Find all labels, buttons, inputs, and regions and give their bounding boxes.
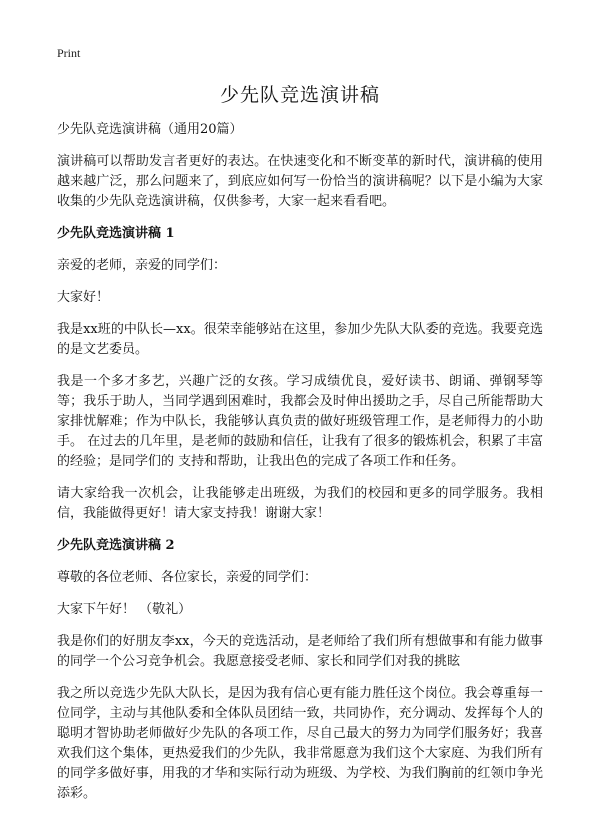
section-1-paragraph: 大家好！ <box>57 290 110 305</box>
section-2-paragraph: 我之所以竞选少先队大队长，是因为我有信心更有能力胜任这个岗位。我会尊重每一位同学，主动与其他队委和全体队员团结一致，共同协作，充分调动、发挥每个人的聪明才智协助老师做好少先队的各项工作，尽自己最大的努力为同学们服务好；我喜欢我们这个集体，更热爱我们的少先队，我非常愿意为我们这个大家庭、为我们所有的同学多做好事，用我的才华和实际行动为班级、为学校、为我们胸前的红领巾争光添彩。 <box>57 686 543 801</box>
article-subtitle: 少先队竞选演讲稿（通用20篇） <box>57 122 243 137</box>
section-1-paragraph: 请大家给我一次机会，让我能够走出班级，为我们的校园和更多的同学服务。我相信，我能做得更好！请大家支持我！谢谢大家！ <box>57 486 543 521</box>
section-1-paragraph: 我是xx班的中队长—xx。很荣幸能够站在这里，参加少先队大队委的竞选。我要竞选的是文艺委员。 <box>57 322 543 357</box>
section-1-paragraph: 我是一个多才多艺，兴趣广泛的女孩。学习成绩优良，爱好读书、朗诵、弹钢琴等等；我乐于助人，当同学遇到困难时，我都会及时伸出援助之手，尽自己所能帮助大家排忧解难；作为中队长，我能够认真负责的做好班级管理工作，是老师得力的小助手。 在过去的几年里，是老师的鼓励和信任，让我有了很多的锻炼机会，积累了丰富的经验；是同学们的 支持和帮助，让我出色的完成了各项工作和任务。 <box>57 374 543 469</box>
section-2-paragraph: 尊敬的各位老师、各位家长，亲爱的同学们： <box>57 570 318 585</box>
section-2-paragraph: 我是你们的好朋友李xx，今天的竞选活动，是老师给了我们所有想做事和有能力做事的同学一个公习竞争机会。我愿意接受老师、家长和同学们对我的挑眩 <box>57 634 543 669</box>
article-body <box>57 120 543 816</box>
section-heading-1: 少先队竞选演讲稿 1 <box>57 226 175 241</box>
page-title: 少先队竞选演讲稿 <box>219 84 380 106</box>
print-link[interactable]: Print <box>57 46 81 60</box>
section-2-paragraph: 大家下午好！ （敬礼） <box>57 602 192 617</box>
section-1-paragraph: 亲爱的老师，亲爱的同学们： <box>57 258 227 273</box>
intro-paragraph: 演讲稿可以帮助发言者更好的表达。在快速变化和不断变革的新时代，演讲稿的使用越来越广泛，那么问题来了，到底应如何写一份恰当的演讲稿呢？以下是小编为大家收集的少先队竞选演讲稿，仅供参考，大家一起来看看吧。 <box>57 154 543 209</box>
section-heading-2: 少先队竞选演讲稿 2 <box>57 538 175 553</box>
